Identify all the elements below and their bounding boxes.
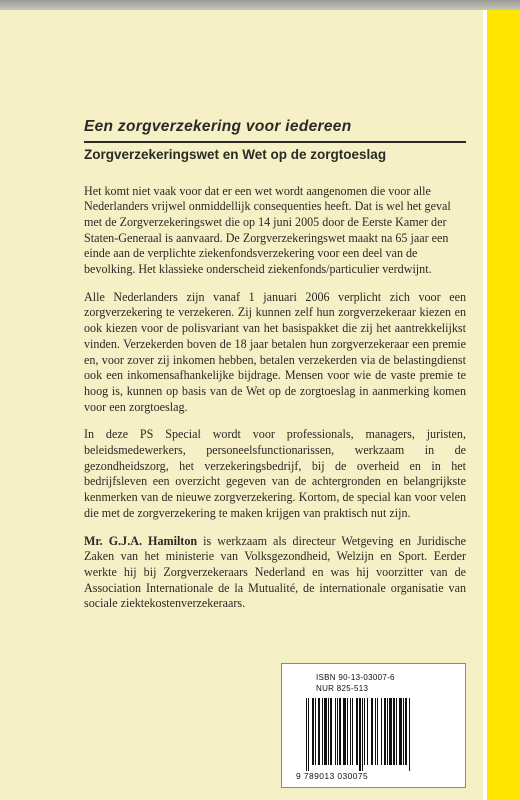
- barcode-bar: [405, 698, 407, 765]
- author-name: Mr. G.J.A. Hamilton: [84, 533, 198, 548]
- author-bio: is werkzaam als directeur Wetgeving en Juridische Zaken van het ministerie van Volksgezondheid, Welzijn en Sport. Eerder werkte hij bij Zorgverzekeraars Nederland en was hij voorzitter van de Association Internationale de la Mutualité, de internationale organisatie van sociale ziektekostenverzekeraars.: [84, 533, 466, 611]
- barcode-bar: [367, 698, 368, 765]
- barcode-bar: [389, 698, 392, 765]
- barcode-bar: [371, 698, 373, 765]
- isbn-text: ISBN 90-13-03007-6: [316, 673, 395, 682]
- barcode-bar: [399, 698, 402, 765]
- barcode-bar: [356, 698, 358, 765]
- barcode-bar: [409, 698, 410, 771]
- barcode-bar: [377, 698, 378, 765]
- book-title: Een zorgverzekering voor iedereen: [84, 118, 352, 135]
- barcode-bar: [308, 698, 309, 771]
- barcode-bar: [324, 698, 327, 765]
- barcode-bar: [343, 698, 346, 765]
- barcode-bar: [403, 698, 404, 765]
- cover-text: [84, 118, 466, 612]
- barcode-bar: [330, 698, 332, 765]
- barcode-bar: [328, 698, 329, 765]
- yellow-spine: [487, 10, 520, 800]
- barcode-label: [281, 663, 466, 788]
- barcode-bar: [337, 698, 338, 765]
- book-subtitle: Zorgverzekeringswet en Wet op de zorgtoeslag: [84, 146, 387, 162]
- barcode-bar: [384, 698, 386, 765]
- intro-paragraph: Het komt niet vaak voor dat er een wet wordt aangenomen die voor alle Nederlanders vrijwel onmiddellijk consequenties heeft. Dat is wel het geval met de Zorgverzekeringswet die op 14 juni 2005 door de Eerste Kamer der Staten-Generaal is aanvaard. De Zorgverzekeringswet maakt na 65 jaar een einde aan de verplichte ziekenfondsverzekering voor een deel van de bevolking. Het klassieke onderscheid ziekenfonds/particulier verdwijnt.: [84, 183, 451, 277]
- barcode-bar: [393, 698, 395, 765]
- barcode-bar: [318, 698, 320, 765]
- barcode-bar: [312, 698, 314, 765]
- barcode-bar: [322, 698, 323, 765]
- barcode-bar: [364, 698, 365, 765]
- barcode-bar: [387, 698, 388, 765]
- barcode-bar: [306, 698, 307, 771]
- barcode-bar: [396, 698, 397, 765]
- barcode-bar: [352, 698, 353, 765]
- obligation-paragraph: Alle Nederlanders zijn vanaf 1 januari 2006 verplicht zich voor een zorgverzekering te verzekeren. Zij kunnen zelf hun zorgverzekeraar kiezen en ook kiezen voor de polisvariant van het basispakket die zij het aantrekkelijkst vinden. Verzekerden boven de 18 jaar betalen hun zorgverzekeraar een premie en, voor zover zij inkomen hebben, betalen verzekerden via de belastingdienst ook een inkomensafhankelijke bijdrage. Mensen voor wie de vaste premie te hoog is, kunnen op basis van de Wet op de zorgtoeslag in aanmerking komen voor een zorgtoeslag.: [84, 289, 466, 414]
- barcode-bar: [359, 698, 361, 771]
- author-paragraph: [84, 534, 466, 613]
- barcode-bar: [339, 698, 341, 765]
- title-rule: [84, 141, 466, 143]
- barcode-number: 9 789013 030075: [296, 771, 369, 781]
- barcode-bars: [306, 698, 444, 771]
- barcode-bar: [347, 698, 348, 765]
- nur-text: NUR 825-513: [316, 684, 369, 693]
- barcode-bar: [381, 698, 382, 765]
- top-edge: [0, 0, 520, 10]
- barcode-bar: [335, 698, 336, 765]
- barcode-bar: [315, 698, 316, 765]
- barcode-bar: [362, 698, 363, 771]
- barcode-bar: [375, 698, 376, 765]
- barcode-bar: [350, 698, 351, 765]
- audience-paragraph: In deze PS Special wordt voor professionals, managers, juristen, beleidsmedewerkers, personeelsfunctionarissen, werkzaam in de gezondheidszorg, het verzekeringsbedrijf, bij de overheid en in het bedrijfsleven een overzicht gegeven van de achtergronden en belangrijkste kenmerken van de nieuwe zorgverzekering. Kortom, de special kan voor velen die met de zorgverzekering te maken krijgen van praktisch nut zijn.: [84, 427, 466, 520]
